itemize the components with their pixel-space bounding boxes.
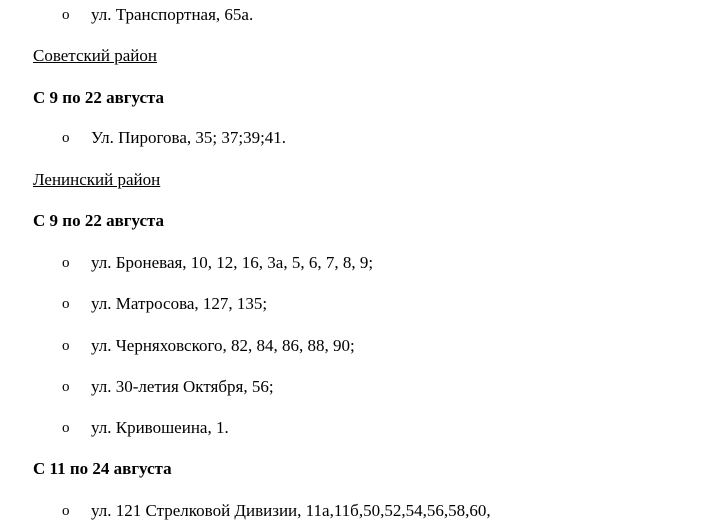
period-heading: С 9 по 22 августа	[33, 211, 165, 230]
bullet-icon: o	[62, 420, 70, 436]
list-item-text: ул. 30-летия Октября, 56;	[91, 377, 274, 396]
bullet-icon: o	[62, 130, 70, 146]
bullet-icon: o	[62, 338, 70, 354]
district-heading: Советский район	[33, 46, 157, 65]
list-item-text: ул. Броневая, 10, 12, 16, 3а, 5, 6, 7, 8, 9;	[91, 253, 374, 272]
bullet-icon: o	[62, 379, 70, 395]
district-heading: Ленинский район	[33, 170, 161, 189]
list-item-text: ул. Кривошеина, 1.	[91, 418, 229, 437]
list-item-text: ул. Черняховского, 82, 84, 86, 88, 90;	[91, 336, 355, 355]
list-item-text: Ул. Пирогова, 35; 37;39;41.	[91, 128, 287, 147]
list-item-text: ул. Матросова, 127, 135;	[91, 294, 268, 313]
list-item-text: ул. 121 Стрелковой Дивизии, 11а,11б,50,52,54,56,58,60,	[91, 501, 491, 520]
bullet-icon: o	[62, 296, 70, 312]
bullet-icon: o	[62, 7, 70, 23]
bullet-icon: o	[62, 255, 70, 271]
period-heading: С 11 по 24 августа	[33, 459, 172, 478]
list-item-text: ул. Транспортная, 65а.	[91, 5, 254, 24]
bullet-icon: o	[62, 503, 70, 519]
period-heading: С 9 по 22 августа	[33, 88, 165, 107]
